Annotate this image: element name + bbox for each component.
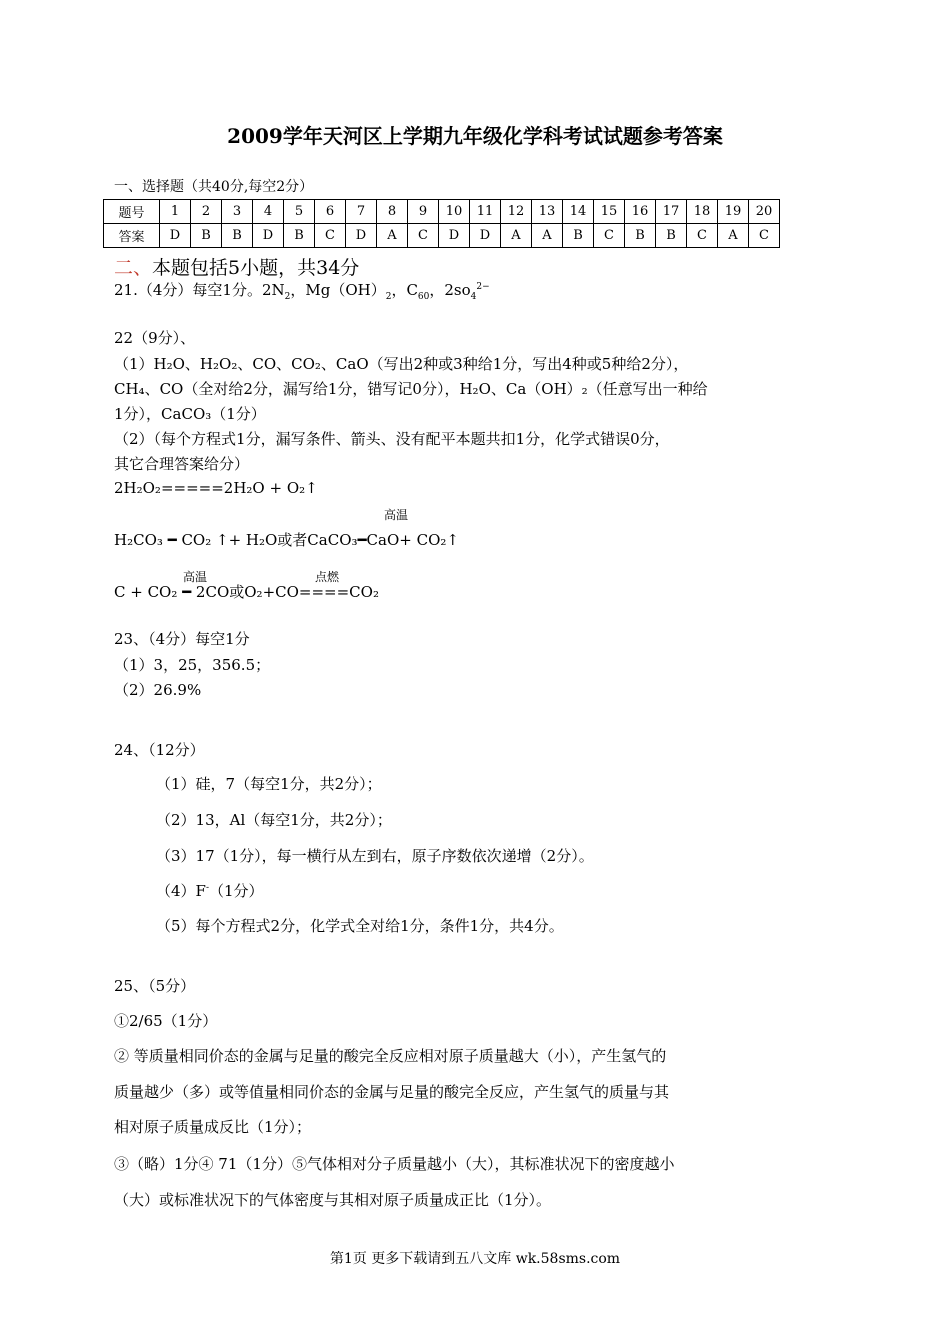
section2-title: 本题包括5小题，共34分	[152, 257, 360, 279]
q22-equation-1: 2H₂O₂=====2H₂O + O₂↑	[114, 479, 318, 497]
section2-heading	[114, 253, 359, 280]
table-cell: A	[501, 224, 532, 248]
table-cell: 5	[284, 200, 315, 224]
table-cell: D	[439, 224, 470, 248]
table-cell: 8	[377, 200, 408, 224]
q25-line-1: ①2/65（1分）	[114, 1012, 218, 1030]
q22-condition-1: 高温	[384, 508, 409, 522]
q24-line-1: （1）硅，7（每空1分，共2分）；	[156, 775, 382, 793]
table-cell: A	[532, 224, 563, 248]
q22-line-5: 其它合理答案给分）	[114, 455, 250, 473]
table-cell: C	[687, 224, 718, 248]
table-cell: C	[315, 224, 346, 248]
q22-condition-2: 高温	[183, 570, 208, 584]
q24-line-5: （5）每个方程式2分，化学式全对给1分，条件1分，共4分。	[156, 917, 564, 935]
table-cell: C	[408, 224, 439, 248]
q22-equation-2: H₂CO₃ ━ CO₂ ↑+ H₂O或者CaCO₃━CaO+ CO₂↑	[114, 531, 459, 549]
table-cell: 17	[656, 200, 687, 224]
q24-text: （4）F	[156, 882, 206, 900]
q21-text: ，C	[391, 281, 418, 299]
table-cell: A	[718, 224, 749, 248]
table-cell: D	[253, 224, 284, 248]
q24-heading: 24、（12分）	[114, 741, 205, 759]
table-cell: 16	[625, 200, 656, 224]
table-cell: D	[160, 224, 191, 248]
table-cell: 12	[501, 200, 532, 224]
q25-heading: 25、（5分）	[114, 977, 196, 995]
table-cell: 3	[222, 200, 253, 224]
page-title: 2009学年天河区上学期九年级化学科考试试题参考答案	[227, 124, 723, 148]
table-cell: 1	[160, 200, 191, 224]
q25-line-5: ③（略）1分④ 71（1分）⑤气体相对分子质量越小（大），其标准状况下的密度越小	[114, 1155, 675, 1173]
q22-heading: 22（9分）、	[114, 329, 196, 347]
q24-text: （1分）	[209, 882, 264, 900]
table-cell: 4	[253, 200, 284, 224]
q21-sub: 2	[385, 292, 392, 302]
q22-line-1: （1）H₂O、H₂O₂、CO、CO₂、CaO（写出2种或3种给1分，写出4种或5种给2分），	[114, 355, 689, 373]
q21-sup: 2−	[476, 282, 490, 292]
table-cell: 14	[563, 200, 594, 224]
q22-line-4: （2）（每个方程式1分，漏写条件、箭头、没有配平本题共扣1分，化学式错误0分，	[114, 430, 670, 448]
table-cell: 10	[439, 200, 470, 224]
table-cell: 9	[408, 200, 439, 224]
table-cell: B	[625, 224, 656, 248]
page-footer: 第1页 更多下载请到五八文库 wk.58sms.com	[329, 1251, 621, 1267]
table-cell: B	[284, 224, 315, 248]
q22-equation-3: C + CO₂ ━ 2CO或O₂+CO====CO₂	[114, 583, 379, 601]
table-cell: C	[749, 224, 780, 248]
row-label-answer: 答案	[104, 224, 160, 248]
q24-sup: -	[205, 883, 209, 893]
table-cell: 18	[687, 200, 718, 224]
q23-line-1: （1）3，25，356.5；	[114, 656, 271, 674]
table-cell: B	[191, 224, 222, 248]
table-cell: C	[594, 224, 625, 248]
table-cell: D	[470, 224, 501, 248]
q22-condition-3: 点燃	[315, 570, 340, 584]
row-label-number: 题号	[104, 200, 160, 224]
q24-line-4	[156, 880, 264, 901]
table-row-numbers	[104, 200, 780, 224]
table-cell: 7	[346, 200, 377, 224]
table-cell: B	[656, 224, 687, 248]
q24-line-3: （3）17（1分），每一横行从左到右，原子序数依次递增（2分）。	[156, 847, 594, 865]
q21-text: ，2so	[429, 281, 471, 299]
q25-line-6: （大）或标准状况下的气体密度与其相对原子质量成正比（1分）。	[114, 1191, 552, 1209]
table-cell: 20	[749, 200, 780, 224]
q21-line	[114, 279, 490, 302]
section2-prefix: 二、	[114, 257, 153, 279]
table-row-answers	[104, 224, 780, 248]
table-cell: 13	[532, 200, 563, 224]
table-cell: 2	[191, 200, 222, 224]
q21-sub: 2	[284, 292, 291, 302]
table-cell: D	[346, 224, 377, 248]
q21-text: ，Mg（OH）	[290, 281, 386, 299]
q25-line-4: 相对原子质量成反比（1分）；	[114, 1118, 312, 1136]
table-cell: B	[563, 224, 594, 248]
q21-text: 21.（4分）每空1分。2N	[114, 281, 285, 299]
table-cell: B	[222, 224, 253, 248]
table-cell: 15	[594, 200, 625, 224]
table-cell: A	[377, 224, 408, 248]
q22-line-3: 1分），CaCO₃（1分）	[114, 405, 266, 423]
q23-heading: 23、（4分）每空1分	[114, 630, 250, 648]
q22-line-2: CH₄、CO（全对给2分，漏写给1分，错写记0分），H₂O、Ca（OH）₂（任意写出一种给	[114, 380, 708, 398]
answer-table	[103, 199, 780, 248]
table-cell: 19	[718, 200, 749, 224]
q21-sub: 60	[417, 292, 430, 302]
q21-sub: 4	[470, 292, 477, 302]
q25-line-2: ② 等质量相同价态的金属与足量的酸完全反应相对原子质量越大（小），产生氢气的	[114, 1047, 667, 1065]
section1-heading: 一、选择题（共40分,每空2分）	[114, 179, 314, 195]
q23-line-2: （2）26.9%	[114, 681, 202, 699]
table-cell: 6	[315, 200, 346, 224]
q24-line-2: （2）13，Al（每空1分，共2分）；	[156, 811, 392, 829]
table-cell: 11	[470, 200, 501, 224]
q25-line-3: 质量越少（多）或等值量相同价态的金属与足量的酸完全反应，产生氢气的质量与其	[114, 1083, 670, 1101]
